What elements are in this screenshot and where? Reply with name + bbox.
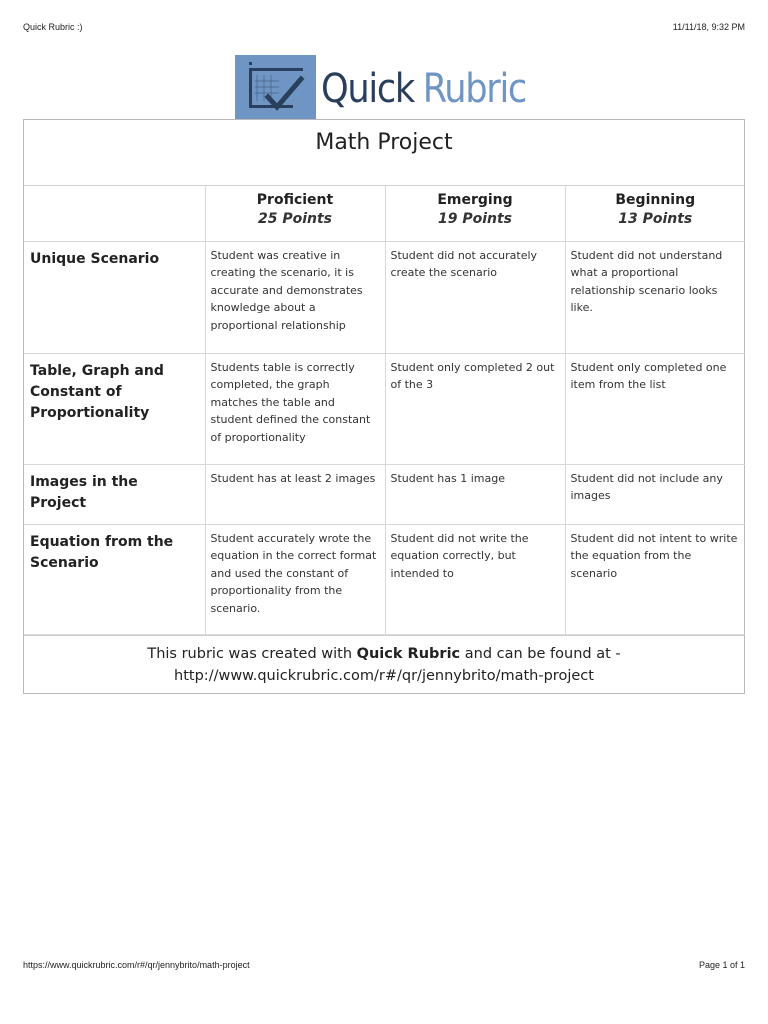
- criterion-description: Student has 1 image: [385, 464, 565, 524]
- quick-rubric-logo[interactable]: [235, 55, 554, 119]
- credit-prefix: This rubric was created with: [147, 645, 353, 662]
- criterion-name: Unique Scenario: [24, 241, 205, 353]
- print-footer: [23, 960, 745, 970]
- level-name: Beginning: [615, 192, 696, 208]
- rubric-grid: [24, 186, 745, 635]
- corner-cell: [24, 186, 205, 241]
- level-header: [385, 186, 565, 241]
- level-name: Proficient: [256, 192, 334, 208]
- criterion-name: Images in the Project: [24, 464, 205, 524]
- rubric-credit: [24, 635, 744, 693]
- level-header: [205, 186, 385, 241]
- criterion-description: Student did not understand what a proportional relationship scenario looks like.: [565, 241, 745, 353]
- criterion-row: [24, 524, 745, 634]
- criterion-name: Equation from the Scenario: [24, 524, 205, 634]
- criterion-description: Student has at least 2 images: [205, 464, 385, 524]
- checkbox-checkmark-icon: [235, 55, 316, 119]
- level-points: 25 Points: [257, 211, 333, 227]
- criterion-description: Student accurately wrote the equation in the correct format and used the constant of proportionality from the scenario.: [205, 524, 385, 634]
- levels-header-row: [24, 186, 745, 241]
- criterion-description: Student did not intent to write the equation from the scenario: [565, 524, 745, 634]
- criterion-description: Student only completed one item from the list: [565, 353, 745, 464]
- level-points: 19 Points: [437, 211, 513, 227]
- criterion-row: [24, 353, 745, 464]
- print-footer-url: https://www.quickrubric.com/r#/qr/jennybrito/math-project: [23, 960, 250, 970]
- criterion-description: Student only completed 2 out of the 3: [385, 353, 565, 464]
- logo-word-quick: Quick: [321, 66, 414, 112]
- criterion-description: Student did not include any images: [565, 464, 745, 524]
- rubric-url-link[interactable]: http://www.quickrubric.com/r#/qr/jennybrito/math-project: [174, 667, 594, 684]
- criterion-name: Table, Graph and Constant of Proportionality: [24, 353, 205, 464]
- print-header: [23, 22, 745, 32]
- criterion-description: Student did not accurately create the scenario: [385, 241, 565, 353]
- page-number: Page 1 of 1: [698, 960, 745, 970]
- level-header: [565, 186, 745, 241]
- criterion-description: Student was creative in creating the scenario, it is accurate and demonstrates knowledge about a proportional relationship: [205, 241, 385, 353]
- print-page-title: Quick Rubric :): [23, 22, 83, 32]
- rubric-title: Math Project: [24, 120, 744, 186]
- level-name: Emerging: [437, 192, 513, 208]
- credit-brand: Quick Rubric: [356, 645, 461, 662]
- level-points: 13 Points: [618, 211, 693, 227]
- credit-suffix: and can be found at -: [464, 645, 621, 662]
- print-timestamp: 11/11/18, 9:32 PM: [672, 22, 745, 32]
- logo-word-rubric: Rubric: [422, 66, 526, 112]
- logo-wordmark: [321, 66, 526, 112]
- criterion-row: [24, 241, 745, 353]
- criterion-row: [24, 464, 745, 524]
- criterion-description: Student did not write the equation correctly, but intended to: [385, 524, 565, 634]
- rubric-table: [23, 119, 745, 694]
- criterion-description: Students table is correctly completed, the graph matches the table and student defined the constant of proportionality: [205, 353, 385, 464]
